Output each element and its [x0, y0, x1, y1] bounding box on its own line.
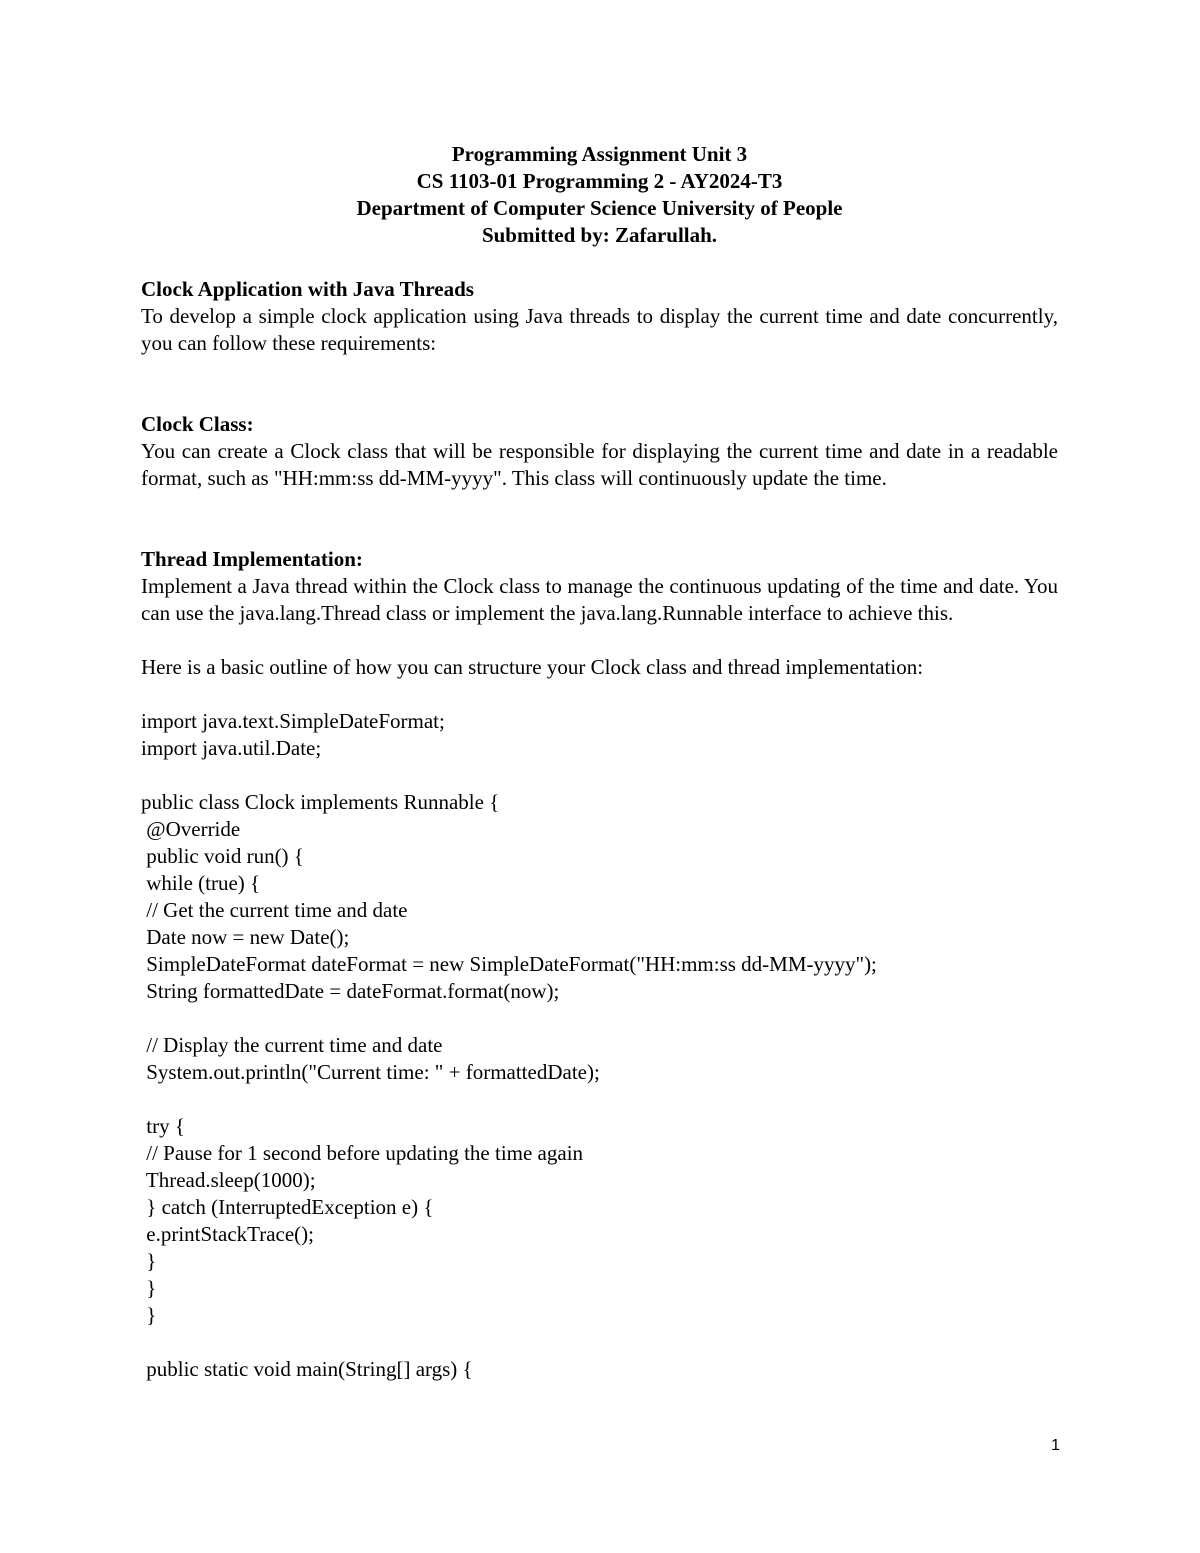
code-line: System.out.println("Current time: " + formattedDate); [141, 1060, 600, 1084]
code-blank-line [141, 1329, 1058, 1356]
section-body-thread-implementation: Implement a Java thread within the Clock class to manage the continuous updating of the time and date. You can use the java.lang.Thread class or implement the java.lang.Runnable interface to achieve this. [141, 574, 1058, 625]
section-body-clock-class: You can create a Clock class that will be responsible for displaying the current time and date in a readable format, such as "HH:mm:ss dd-MM-yyyy". This class will continuously update the time. [141, 439, 1058, 490]
page-number: 1 [1051, 1437, 1060, 1454]
assignment-title: Programming Assignment Unit 3 [451, 142, 748, 166]
code-line: @Override [141, 817, 241, 841]
author-line: Submitted by: Zafarullah. [481, 223, 718, 247]
code-line: import java.text.SimpleDateFormat; [141, 709, 445, 733]
code-line: while (true) { [141, 871, 261, 895]
code-line: Thread.sleep(1000); [141, 1168, 316, 1192]
outline-intro: Here is a basic outline of how you can structure your Clock class and thread implementation: [141, 655, 924, 679]
spacer [141, 249, 1058, 276]
title-block [141, 141, 1058, 249]
code-line: String formattedDate = dateFormat.format(now); [141, 979, 560, 1003]
code-blank-line [141, 1086, 1058, 1113]
spacer [141, 492, 1058, 519]
code-line: public class Clock implements Runnable { [141, 790, 500, 814]
spacer [141, 627, 1058, 654]
code-line: try { [141, 1114, 185, 1138]
spacer [141, 384, 1058, 411]
spacer [141, 519, 1058, 546]
code-line: public static void main(String[] args) { [141, 1357, 473, 1381]
course-title: CS 1103-01 Programming 2 - AY2024-T3 [416, 169, 783, 193]
code-line: SimpleDateFormat dateFormat = new SimpleDateFormat("HH:mm:ss dd-MM-yyyy"); [141, 952, 877, 976]
code-line: public void run() { [141, 844, 304, 868]
department-line: Department of Computer Science University of People [356, 196, 843, 220]
section-body-clock-application: To develop a simple clock application using Java threads to display the current time and date concurrently, you can follow these requirements: [141, 304, 1058, 355]
section-heading-clock-class: Clock Class: [141, 412, 254, 436]
spacer [141, 681, 1058, 708]
code-line: e.printStackTrace(); [141, 1222, 315, 1246]
code-line: Date now = new Date(); [141, 925, 350, 949]
code-line: } [141, 1276, 157, 1300]
section-heading-thread-implementation: Thread Implementation: [141, 547, 363, 571]
code-line: } catch (InterruptedException e) { [141, 1195, 434, 1219]
document-content [141, 141, 1058, 1383]
code-blank-line [141, 1005, 1058, 1032]
section-heading-clock-application: Clock Application with Java Threads [141, 277, 474, 301]
code-line: import java.util.Date; [141, 736, 322, 760]
code-listing [141, 708, 1058, 1383]
code-line: } [141, 1249, 157, 1273]
code-line: // Pause for 1 second before updating the time again [141, 1141, 584, 1165]
code-line: } [141, 1303, 157, 1327]
code-blank-line [141, 762, 1058, 789]
code-line: // Get the current time and date [141, 898, 408, 922]
code-line: // Display the current time and date [141, 1033, 443, 1057]
spacer [141, 357, 1058, 384]
